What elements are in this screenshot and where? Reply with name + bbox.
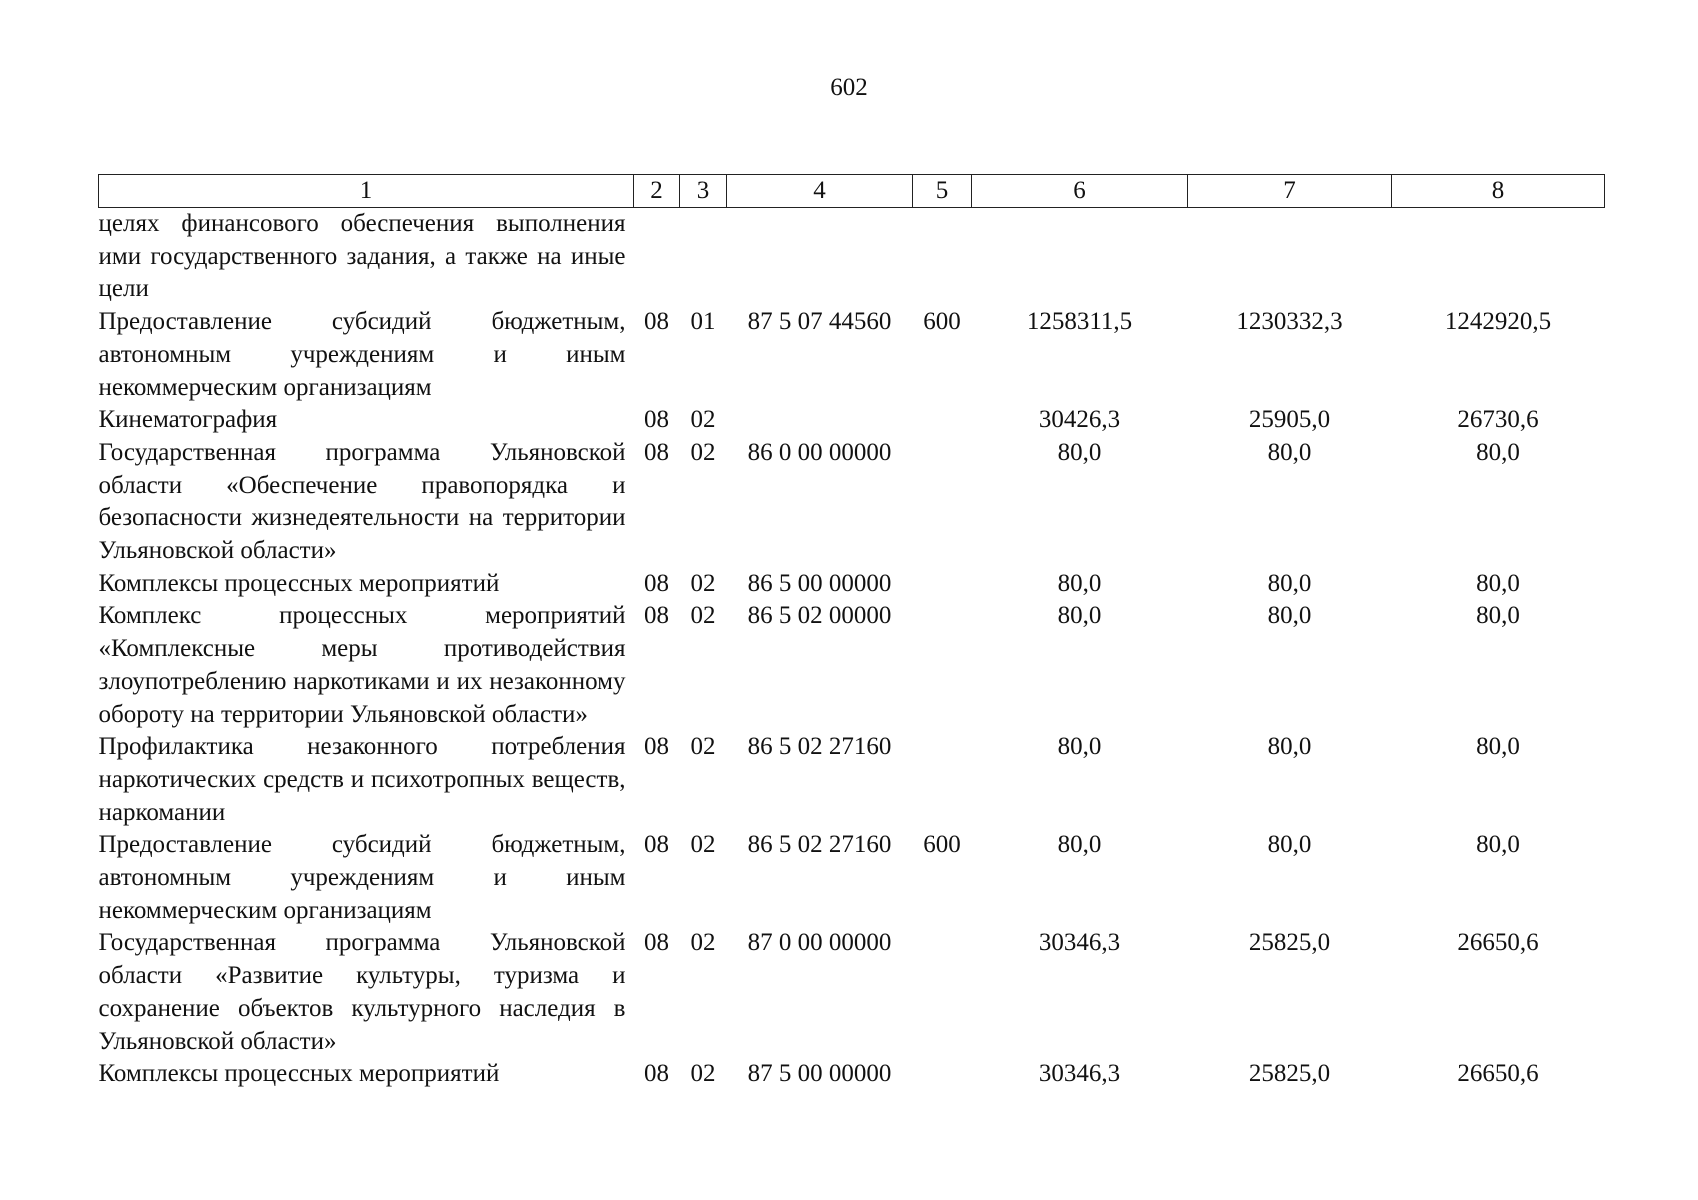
row-amount-year-1: 80,0 xyxy=(1057,438,1102,466)
row-amount-year-3 xyxy=(1392,208,1605,307)
budget-table xyxy=(98,174,1605,1091)
row-section: 08 xyxy=(644,308,669,336)
row-section: 08 xyxy=(644,1060,669,1088)
row-amount-year-1: 30346,3 xyxy=(1038,929,1121,957)
row-amount-year-1: 30346,3 xyxy=(1038,1060,1121,1088)
row-subsection: 02 xyxy=(690,1060,716,1088)
table-row xyxy=(99,568,1605,601)
row-target-article: 87 0 00 00000 xyxy=(747,929,892,957)
row-expense-type xyxy=(913,437,972,568)
row-subsection: 02 xyxy=(690,569,716,597)
row-expense-type xyxy=(913,568,972,601)
row-name: Государственная программа Ульяновской области «Обеспечение правопорядка и безопасности жизнедеятельности на территории Ульяновской области» xyxy=(98,438,626,565)
row-section xyxy=(634,208,680,307)
row-expense-type xyxy=(913,731,972,829)
row-target-article: 86 0 00 00000 xyxy=(747,438,892,466)
row-amount-year-3: 80,0 xyxy=(1476,438,1520,466)
row-subsection: 02 xyxy=(690,929,716,957)
row-amount-year-2: 25905,0 xyxy=(1248,406,1331,434)
row-expense-type xyxy=(913,208,972,307)
row-amount-year-1: 80,0 xyxy=(1057,733,1102,761)
row-expense-type xyxy=(913,927,972,1058)
header-col-2: 2 xyxy=(634,175,680,208)
table-row xyxy=(99,404,1605,437)
page-number: 602 xyxy=(830,74,868,101)
row-target-article: 86 5 00 00000 xyxy=(747,569,892,597)
row-name: Предоставление субсидий бюджетным, автономным учреждениям и иным некоммерческим организациям xyxy=(98,831,626,924)
table-row xyxy=(99,731,1605,829)
row-section: 08 xyxy=(644,831,669,859)
row-section: 08 xyxy=(644,929,669,957)
header-col-3: 3 xyxy=(680,175,727,208)
table-row xyxy=(99,829,1605,927)
row-amount-year-3: 80,0 xyxy=(1476,602,1520,630)
row-amount-year-2: 25825,0 xyxy=(1248,1060,1331,1088)
row-amount-year-1: 80,0 xyxy=(1057,831,1102,859)
row-amount-year-1: 1258311,5 xyxy=(1026,308,1133,336)
row-name: Комплекс процессных мероприятий «Комплексные меры противодействия злоупотреблению наркотиками и их незаконному обороту на территории Ульяновской области» xyxy=(98,602,626,728)
row-subsection: 01 xyxy=(690,308,716,336)
row-name: Профилактика незаконного потребления наркотических средств и психотропных веществ, наркомании xyxy=(98,733,626,826)
row-target-article: 87 5 07 44560 xyxy=(747,308,892,336)
header-col-1: 1 xyxy=(99,175,634,208)
header-col-4: 4 xyxy=(727,175,913,208)
row-expense-type xyxy=(913,600,972,731)
row-subsection: 02 xyxy=(690,438,716,466)
row-expense-type: 600 xyxy=(923,308,961,336)
row-target-article xyxy=(727,208,913,307)
table-row xyxy=(99,927,1605,1058)
table-row xyxy=(99,1058,1605,1091)
row-amount-year-3: 26650,6 xyxy=(1457,1060,1539,1088)
row-subsection: 02 xyxy=(690,602,716,630)
table-body xyxy=(99,208,1605,1091)
row-amount-year-1: 30426,3 xyxy=(1038,406,1121,434)
header-col-6: 6 xyxy=(972,175,1188,208)
row-name: целях финансового обеспечения выполнения ими государственного задания, а также на иные цели xyxy=(98,210,626,303)
header-row xyxy=(99,175,1605,208)
row-name: Кинематография xyxy=(98,406,278,434)
row-amount-year-3: 80,0 xyxy=(1476,733,1520,761)
row-amount-year-2: 1230332,3 xyxy=(1236,308,1343,336)
table-row xyxy=(99,306,1605,404)
row-subsection: 02 xyxy=(690,733,716,761)
row-expense-type xyxy=(913,1058,972,1091)
table-row xyxy=(99,208,1605,307)
header-col-8: 8 xyxy=(1392,175,1605,208)
row-target-article: 87 5 00 00000 xyxy=(747,1060,892,1088)
row-section: 08 xyxy=(644,733,669,761)
row-name: Предоставление субсидий бюджетным, автономным учреждениям и иным некоммерческим организациям xyxy=(98,308,626,401)
row-amount-year-2: 80,0 xyxy=(1267,438,1312,466)
row-section: 08 xyxy=(644,602,669,630)
header-col-7: 7 xyxy=(1188,175,1392,208)
table-header xyxy=(99,175,1605,208)
row-amount-year-1: 80,0 xyxy=(1057,569,1102,597)
row-name: Государственная программа Ульяновской области «Развитие культуры, туризма и сохранение объектов культурного наследия в Ульяновской области» xyxy=(98,929,626,1055)
row-amount-year-2: 80,0 xyxy=(1267,831,1312,859)
row-amount-year-2: 80,0 xyxy=(1267,733,1312,761)
row-name: Комплексы процессных мероприятий xyxy=(98,1060,500,1088)
header-col-5: 5 xyxy=(913,175,972,208)
row-target-article xyxy=(727,404,913,437)
row-target-article: 86 5 02 27160 xyxy=(747,831,892,859)
row-section: 08 xyxy=(644,406,669,434)
row-amount-year-1: 80,0 xyxy=(1057,602,1102,630)
row-amount-year-3: 26730,6 xyxy=(1457,406,1539,434)
row-target-article: 86 5 02 27160 xyxy=(747,733,892,761)
row-section: 08 xyxy=(644,569,669,597)
row-amount-year-2: 25825,0 xyxy=(1248,929,1331,957)
row-name: Комплексы процессных мероприятий xyxy=(98,569,500,597)
table-row xyxy=(99,600,1605,731)
row-expense-type: 600 xyxy=(923,831,961,859)
row-amount-year-3: 26650,6 xyxy=(1457,929,1539,957)
row-amount-year-1 xyxy=(972,208,1188,307)
row-target-article: 86 5 02 00000 xyxy=(747,602,892,630)
row-amount-year-2: 80,0 xyxy=(1267,569,1312,597)
row-amount-year-3: 1242920,5 xyxy=(1444,308,1552,336)
row-section: 08 xyxy=(644,438,669,466)
row-amount-year-3: 80,0 xyxy=(1476,831,1520,859)
row-expense-type xyxy=(913,404,972,437)
row-subsection: 02 xyxy=(690,831,716,859)
row-amount-year-2: 80,0 xyxy=(1267,602,1312,630)
table-row xyxy=(99,437,1605,568)
row-amount-year-3: 80,0 xyxy=(1476,569,1520,597)
row-amount-year-2 xyxy=(1188,208,1392,307)
row-subsection xyxy=(680,208,727,307)
row-subsection: 02 xyxy=(690,406,716,434)
